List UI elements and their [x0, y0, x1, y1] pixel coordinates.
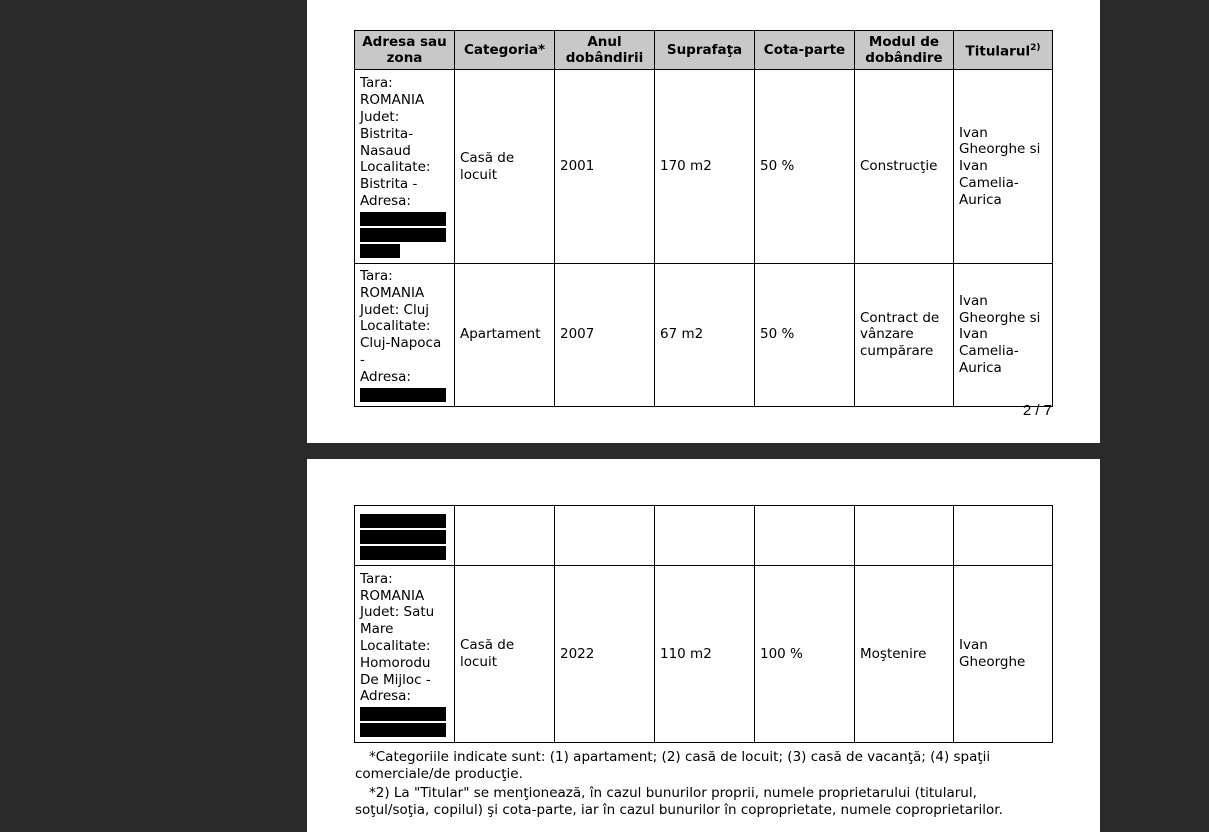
document-page-2	[307, 0, 1100, 443]
header-year: Anul dobândirii	[555, 31, 655, 70]
redacted-block	[360, 707, 446, 721]
footnote-categories: *Categoriile indicate sunt: (1) apartament; (2) casă de locuit; (3) casă de vacanţă; (4) spaţii comerciale/de producţie.	[355, 749, 991, 782]
share-cell: 50 %	[755, 70, 855, 264]
empty-cell	[954, 506, 1053, 566]
table-row	[355, 566, 1053, 743]
redacted-block	[360, 228, 446, 242]
real-estate-table	[354, 30, 1053, 407]
redacted-block	[360, 546, 446, 560]
header-surface: Suprafaţa	[655, 31, 755, 70]
address-cell: Tara: ROMANIA Judet: Satu Mare Localitate: Homorodu De Mijloc - Adresa:	[355, 566, 455, 743]
redacted-block	[360, 723, 446, 737]
mode-cell: Contract de vânzare cumpărare	[855, 264, 954, 407]
address-cell	[355, 506, 455, 566]
real-estate-table-continued	[354, 505, 1053, 743]
document-page-3	[307, 459, 1100, 832]
year-cell: 2001	[555, 70, 655, 264]
header-mode: Modul de dobândire	[855, 31, 954, 70]
redacted-block	[360, 244, 400, 258]
empty-cell	[555, 506, 655, 566]
empty-cell	[655, 506, 755, 566]
mode-cell: Moştenire	[855, 566, 954, 743]
year-cell: 2007	[555, 264, 655, 407]
address-cell: Tara: ROMANIA Judet: Bistrita- Nasaud Localitate: Bistrita - Adresa:	[355, 70, 455, 264]
page-number: 2 / 7	[1022, 402, 1052, 419]
footnote-holder: *2) La "Titular" se menţionează, în cazul bunurilor proprii, numele proprietarului (titularul, soţul/soţia, copilul) şi cota-parte, iar în cazul bunurilor în coproprietate, numele coproprietarilor.	[355, 785, 1003, 818]
header-holder: Titularul$^{2)}$	[954, 31, 1053, 70]
table-row	[355, 264, 1053, 407]
surface-cell: 67 m2	[655, 264, 755, 407]
header-category: Categoria*	[455, 31, 555, 70]
redacted-block	[360, 388, 446, 402]
empty-cell	[855, 506, 954, 566]
mode-cell: Construcţie	[855, 70, 954, 264]
surface-cell: 170 m2	[655, 70, 755, 264]
header-share: Cota-parte	[755, 31, 855, 70]
share-cell: 100 %	[755, 566, 855, 743]
holder-cell: Ivan Gheorghe si Ivan Camelia-Aurica	[954, 264, 1053, 407]
holder-cell: Ivan Gheorghe si Ivan Camelia-Aurica	[954, 70, 1053, 264]
redacted-block	[360, 530, 446, 544]
header-address: Adresa sau zona	[355, 31, 455, 70]
address-cell: Tara: ROMANIA Judet: Cluj Localitate: Cluj-Napoca - Adresa:	[355, 264, 455, 407]
category-cell: Casă de locuit	[455, 566, 555, 743]
table-header-row	[355, 31, 1053, 70]
redacted-block	[360, 514, 446, 528]
holder-cell: Ivan Gheorghe	[954, 566, 1053, 743]
empty-cell	[755, 506, 855, 566]
surface-cell: 110 m2	[655, 566, 755, 743]
year-cell: 2022	[555, 566, 655, 743]
footnotes	[355, 749, 1055, 821]
empty-cell	[455, 506, 555, 566]
share-cell: 50 %	[755, 264, 855, 407]
category-cell: Casă de locuit	[455, 70, 555, 264]
redacted-block	[360, 212, 446, 226]
table-row	[355, 70, 1053, 264]
table-row-continuation	[355, 506, 1053, 566]
category-cell: Apartament	[455, 264, 555, 407]
